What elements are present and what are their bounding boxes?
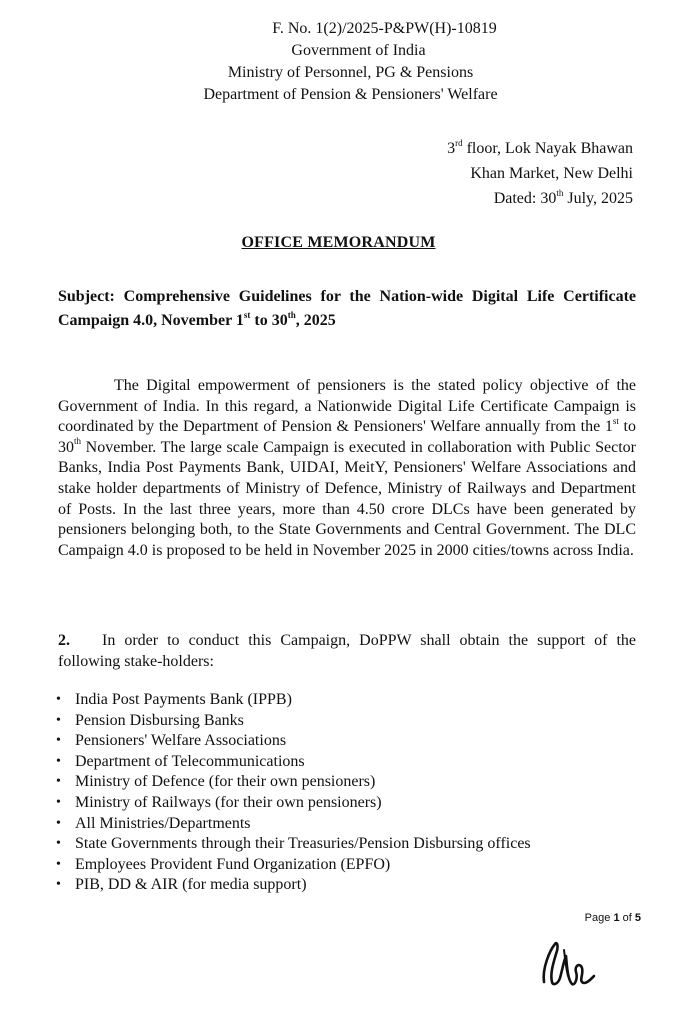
government-name: Government of India (291, 42, 426, 59)
bullet-icon: • (56, 753, 61, 769)
page-number: Page 1 of 5 (584, 912, 641, 924)
list-item: • PIB, DD & AIR (for media support) (56, 875, 531, 896)
list-item: • State Governments through their Treasuries/Pension Disbursing offices (56, 834, 531, 855)
address-line-1: 3rd floor, Lok Nayak Bhawan (447, 137, 633, 157)
bullet-icon: • (56, 815, 61, 831)
paragraph-2: 2. In order to conduct this Campaign, DoPPW shall obtain the support of the following stake-holders: (58, 632, 636, 670)
bullet-icon: • (56, 774, 61, 790)
date-line: Dated: 30th July, 2025 (493, 187, 633, 207)
list-item: • Employees Provident Fund Organization (EPFO) (56, 855, 531, 876)
memo-title: OFFICE MEMORANDUM (241, 234, 436, 251)
department-name: Department of Pension & Pensioners' Welfare (203, 86, 498, 103)
bullet-icon: • (56, 712, 61, 728)
list-item: • All Ministries/Departments (56, 814, 531, 835)
bullet-icon: • (56, 733, 61, 749)
bullet-icon: • (56, 794, 61, 810)
list-item: • Department of Telecommunications (56, 752, 531, 773)
list-item: • India Post Payments Bank (IPPB) (56, 690, 531, 711)
office-address (447, 136, 633, 211)
bullet-icon: • (56, 856, 61, 872)
letterhead (0, 18, 677, 106)
subject-line: Subject: Comprehensive Guidelines for the Nation-wide Digital Life Certificate Campaign 4.0, November 1st to 30th, 2025 (58, 288, 636, 329)
signature-icon (538, 938, 598, 990)
list-item: • Ministry of Railways (for their own pensioners) (56, 793, 531, 814)
bullet-icon: • (56, 877, 61, 893)
paragraph-1: The Digital empowerment of pensioners is the stated policy objective of the Government of India. In this regard, a Nationwide Digital Life Certificate Campaign is coordinated by the Department of Pension & Pensioners' Welfare annually from the 1st to 30th November. The large scale Campaign is executed in collaboration with Public Sector Banks, India Post Payments Bank, UIDAI, MeitY, Pensioners' Welfare Associations and stake holder departments of Ministry of Defence, Ministry of Railways and Department of Posts. In the last three years, more than 4.50 crore DLCs have been generated by pensioners belonging both, to the State Governments and Central Government. The DLC Campaign 4.0 is proposed to be held in November 2025 in 2000 cities/towns across India. (58, 377, 636, 559)
list-item: • Ministry of Defence (for their own pensioners) (56, 772, 531, 793)
address-line-2: Khan Market, New Delhi (470, 165, 633, 182)
file-number: F. No. 1(2)/2025-P&PW(H)-10819 (272, 20, 497, 37)
list-item: • Pension Disbursing Banks (56, 711, 531, 732)
stakeholder-list (56, 690, 531, 896)
ministry-name: Ministry of Personnel, PG & Pensions (227, 64, 474, 81)
list-item: • Pensioners' Welfare Associations (56, 731, 531, 752)
bullet-icon: • (56, 836, 61, 852)
bullet-icon: • (56, 692, 61, 707)
paragraph-number: 2. (58, 632, 70, 649)
